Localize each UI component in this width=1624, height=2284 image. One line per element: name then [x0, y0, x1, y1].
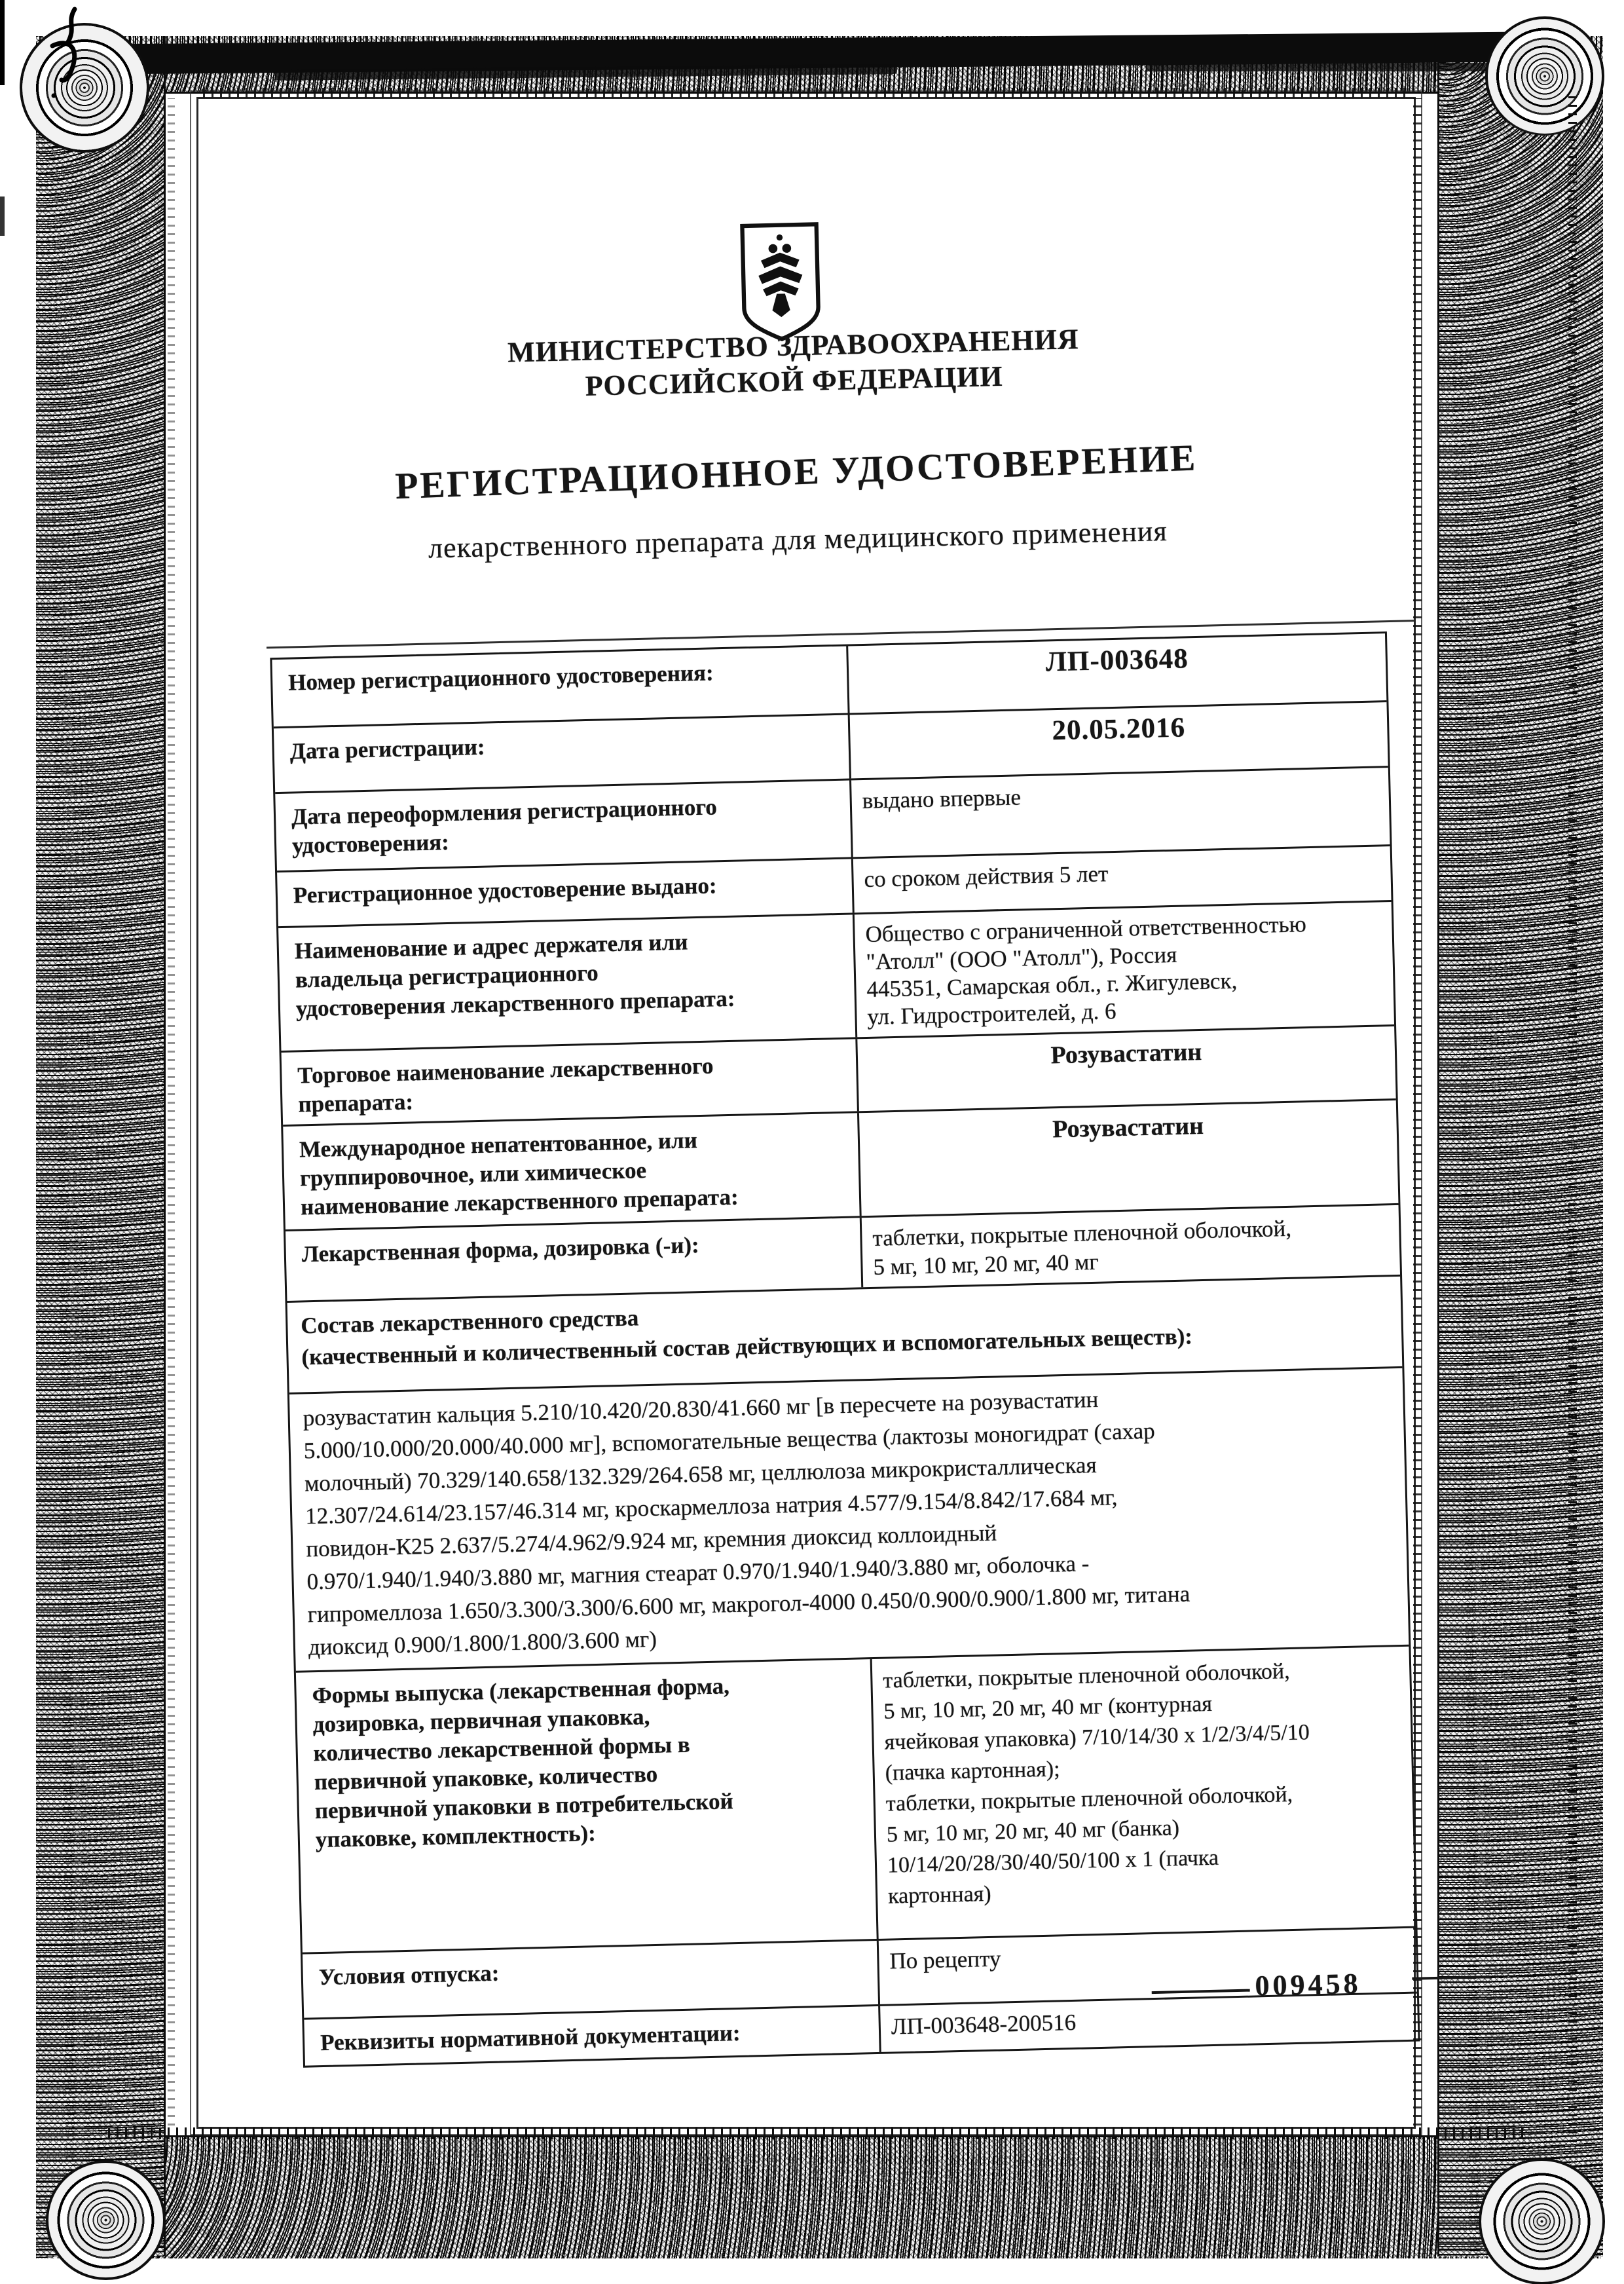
table-row-release-forms — [296, 1647, 1416, 1955]
field-label: Формы выпуска (лекарственная форма, дозировка, первичная упаковка, количество лекарственной формы в первичной упаковке, количество первичной упаковки в потребительской упаковке, комплектность): — [296, 1659, 879, 1953]
field-label: Наименование и адрес держателя или владельца регистрационного удостоверения лекарственного препарата: — [278, 914, 857, 1051]
field-value: выдано впервые — [862, 784, 1022, 814]
field-value: ЛП-003648-200516 — [891, 2009, 1077, 2040]
field-label: Регистрационное удостоверение выдано: — [277, 859, 855, 926]
field-value: Розувастатин — [1052, 1112, 1204, 1144]
stamp-number: 009458 — [1254, 1967, 1362, 2002]
field-label: Реквизиты нормативной документации: — [304, 2006, 881, 2066]
field-label: Номер регистрационного удостоверения: — [272, 646, 849, 726]
composition-header: Состав лекарственного средства (качественный и количественный состав действующих и вспомогательных веществ): — [300, 1305, 1193, 1370]
field-value: 20.05.2016 — [1052, 712, 1186, 747]
field-label: Торговое наименование лекарственного препарата: — [282, 1039, 859, 1125]
field-value: со сроком действия 5 лет — [864, 861, 1109, 893]
field-label: Дата переоформления регистрационного удостоверения: — [275, 780, 853, 871]
stamp-dash-line — [1412, 1975, 1490, 1980]
field-label: Лекарственная форма, дозировка (-и): — [286, 1218, 863, 1301]
ministry-name-line1: МИНИСТЕРСТВО ЗДРАВООХРАНЕНИЯ — [507, 323, 1080, 369]
table-row-composition-body — [289, 1368, 1409, 1673]
ministry-name-line2: РОССИЙСКОЙ ФЕДЕРАЦИИ — [585, 360, 1004, 402]
field-label: Условия отпуска: — [303, 1941, 880, 2018]
field-value: По рецепту — [889, 1945, 1001, 1974]
field-value: Розувастатин — [1050, 1038, 1202, 1070]
document-title: РЕГИСТРАЦИОННОЕ УДОСТОВЕРЕНИЕ — [394, 437, 1198, 508]
document-subtitle: лекарственного препарата для медицинского применения — [428, 514, 1168, 565]
field-value: Общество с ограниченной ответственностью "Атолл" (ООО "Атолл"), Россия 445351, Самарская обл., г. Жигулевск, ул. Гидростроителей, д. 6 — [865, 911, 1307, 1030]
field-label: Международное непатентованное, или группировочное, или химическое наименование лекарственного препарата: — [283, 1113, 861, 1229]
composition-text: розувастатин кальция 5.210/10.420/20.830/41.660 мг [в пересчете на розувастатин 5.000/10.000/20.000/40.000 мг], вспомогательные вещества (лактозы моногидрат (сахар молочный) 70.329/140.658/132.329/264.658 мг, целлюлоза микрокристаллическая 12.307/24.614/23.157/46.314 мг, кроскармеллоза натрия 4.577/9.154/8.842/17.684 мг, повидон-К25 2.637/5.274/4.962/9.924 мг, кремния диоксид коллоидный 0.970/1.940/1.940/3.880 мг, магния стеарат 0.970/1.940/1.940/3.880 мг, оболочка - гипромеллоза 1.650/3.300/3.300/6.600 мг, макрогол-4000 0.450/0.900/0.900/1.800 мг, титана диоксид 0.900/1.800/1.800/3.600 мг) — [303, 1386, 1190, 1660]
field-value: ЛП-003648 — [1045, 643, 1189, 678]
field-value: таблетки, покрытые пленочной оболочкой, 5 мг, 10 мг, 20 мг, 40 мг — [872, 1215, 1292, 1280]
field-value: таблетки, покрытые пленочной оболочкой, 5 мг, 10 мг, 20 мг, 40 мг (контурная ячейковая упаковка) 7/10/14/30 х 1/2/3/4/5/10 (пачка картонная); таблетки, покрытые пленочной оболочкой, 5 мг, 10 мг, 20 мг, 40 мг (банка) 10/14/20/28/30/40/50/100 х 1 (пачка картонная) — [882, 1659, 1310, 1909]
field-label: Дата регистрации: — [274, 715, 851, 792]
registration-table — [270, 631, 1420, 2068]
coat-of-arms-icon — [737, 219, 824, 346]
